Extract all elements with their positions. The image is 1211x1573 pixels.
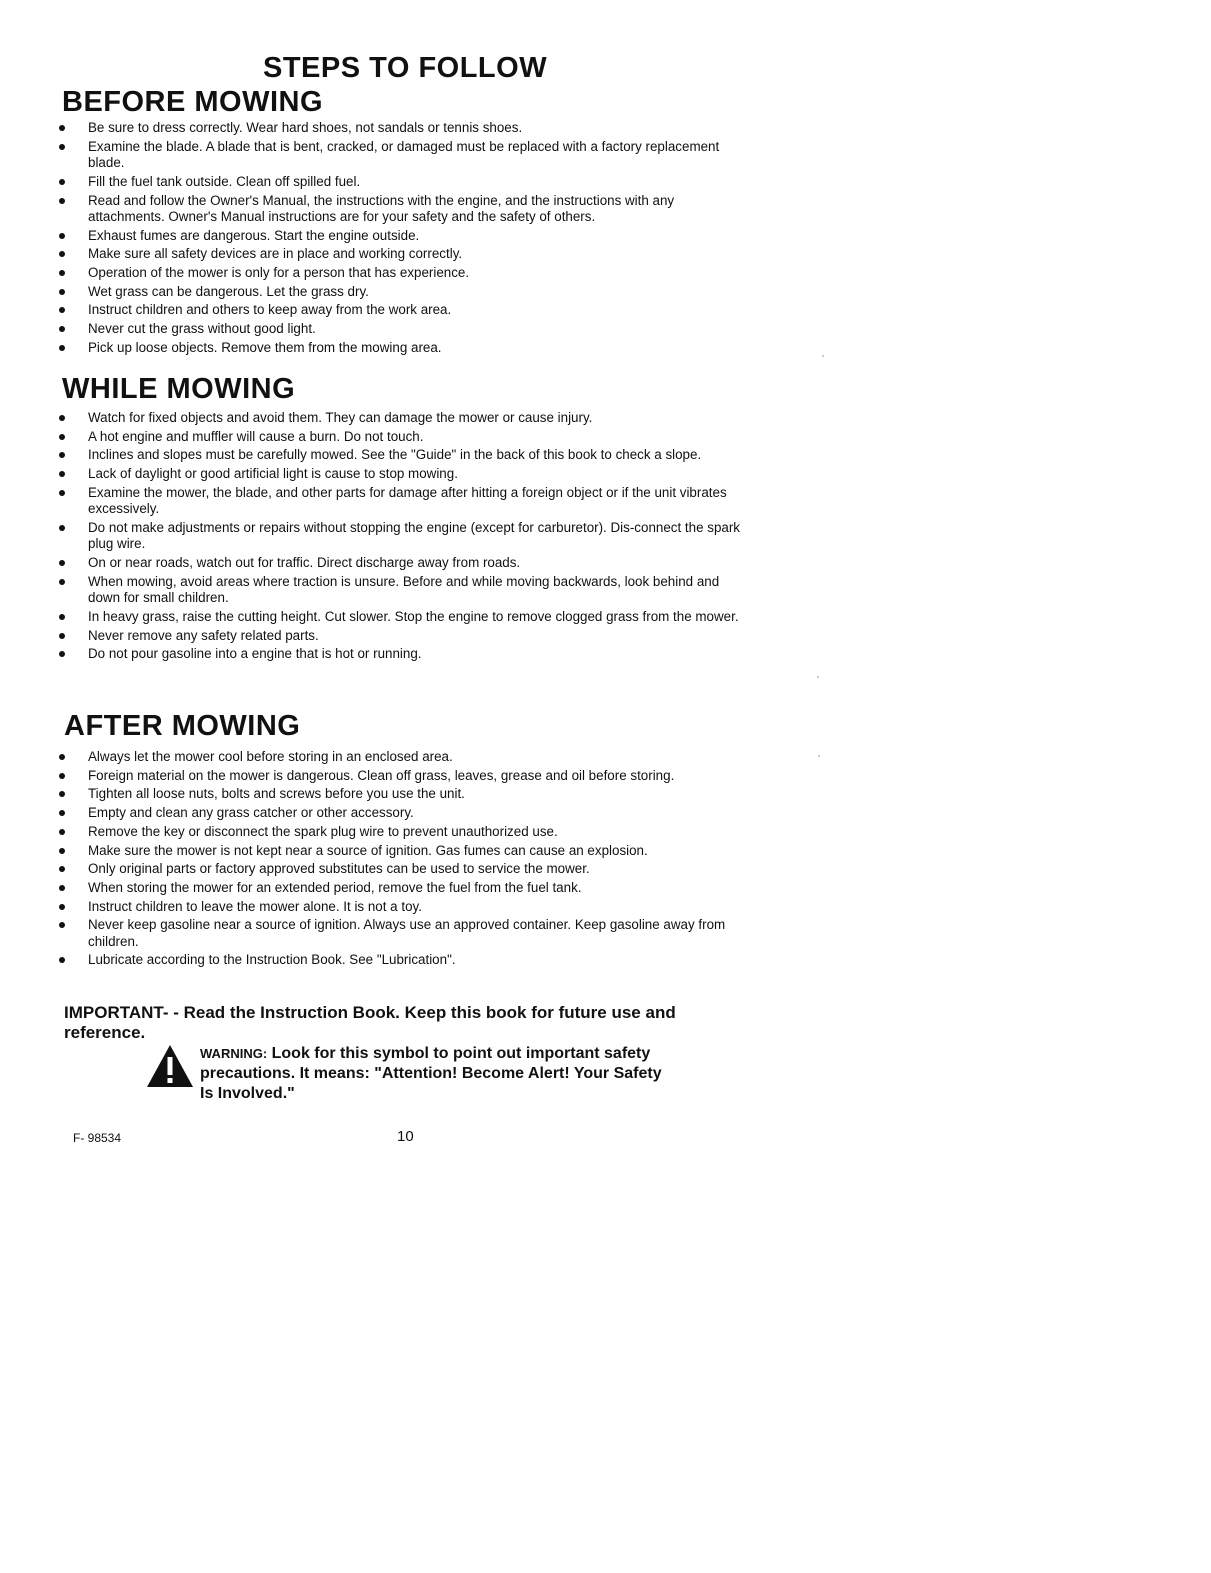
scan-speck [817, 676, 819, 678]
list-item: Read and follow the Owner's Manual, the instructions with the engine, and the instructions with any attachments. Owner's Manual instructions are for your safety and the safety of others. [58, 193, 743, 226]
list-item: Only original parts or factory approved substitutes can be used to service the mower. [58, 861, 743, 877]
list-item: Never cut the grass without good light. [58, 321, 743, 337]
list-item: Examine the mower, the blade, and other parts for damage after hitting a foreign object or if the unit vibrates excessively. [58, 485, 743, 518]
form-number: F- 98534 [73, 1131, 122, 1145]
warning-body: Look for this symbol to point out important safety precautions. It means: "Attention! Become Alert! Your Safety Is Involved." [200, 1045, 662, 1102]
section-heading-after-mowing: AFTER MOWING [64, 710, 301, 742]
list-item: Do not pour gasoline into a engine that is hot or running. [58, 646, 743, 662]
list-item: Make sure the mower is not kept near a source of ignition. Gas fumes can cause an explosion. [58, 843, 743, 859]
list-item: Make sure all safety devices are in place and working correctly. [58, 246, 743, 262]
list-item: When mowing, avoid areas where traction is unsure. Before and while moving backwards, look behind and down for small children. [58, 574, 743, 607]
list-item: Lack of daylight or good artificial light is cause to stop mowing. [58, 466, 743, 482]
list-item: Watch for fixed objects and avoid them. They can damage the mower or cause injury. [58, 410, 743, 426]
list-item: Inclines and slopes must be carefully mowed. See the "Guide" in the back of this book to check a slope. [58, 447, 743, 463]
list-item: Operation of the mower is only for a person that has experience. [58, 265, 743, 281]
list-item: Examine the blade. A blade that is bent, cracked, or damaged must be replaced with a factory replacement blade. [58, 139, 743, 172]
list-item: Fill the fuel tank outside. Clean off spilled fuel. [58, 174, 743, 190]
page-number: 10 [397, 1128, 414, 1145]
list-item: Never keep gasoline near a source of ignition. Always use an approved container. Keep gasoline away from children. [58, 917, 743, 950]
list-item: Instruct children and others to keep away from the work area. [58, 302, 743, 318]
section-heading-while-mowing: WHILE MOWING [62, 373, 296, 405]
list-item: A hot engine and muffler will cause a burn. Do not touch. [58, 429, 743, 445]
list-item: Instruct children to leave the mower alone. It is not a toy. [58, 899, 743, 915]
before-mowing-list [58, 120, 743, 359]
list-item: Remove the key or disconnect the spark plug wire to prevent unauthorized use. [58, 824, 743, 840]
list-item: Foreign material on the mower is dangerous. Clean off grass, leaves, grease and oil before storing. [58, 768, 743, 784]
list-item: Exhaust fumes are dangerous. Start the engine outside. [58, 228, 743, 244]
warning-triangle-icon [145, 1043, 195, 1089]
list-item: Lubricate according to the Instruction Book. See "Lubrication". [58, 952, 743, 968]
list-item: Pick up loose objects. Remove them from the mowing area. [58, 340, 743, 356]
warning-label: WARNING: [200, 1046, 268, 1061]
scan-speck [822, 355, 824, 357]
list-item: Tighten all loose nuts, bolts and screws before you use the unit. [58, 786, 743, 802]
list-item: Empty and clean any grass catcher or other accessory. [58, 805, 743, 821]
list-item: When storing the mower for an extended period, remove the fuel from the fuel tank. [58, 880, 743, 896]
list-item: Never remove any safety related parts. [58, 628, 743, 644]
list-item: Be sure to dress correctly. Wear hard shoes, not sandals or tennis shoes. [58, 120, 743, 136]
while-mowing-list [58, 410, 743, 665]
scan-speck [818, 755, 820, 757]
list-item: Do not make adjustments or repairs without stopping the engine (except for carburetor). Dis-connect the spark plug wire. [58, 520, 743, 553]
list-item: Wet grass can be dangerous. Let the grass dry. [58, 284, 743, 300]
important-note: IMPORTANT- - Read the Instruction Book. Keep this book for future use and reference. [64, 1003, 676, 1042]
page-title: STEPS TO FOLLOW [263, 52, 548, 84]
warning-statement [200, 1044, 670, 1104]
list-item: On or near roads, watch out for traffic. Direct discharge away from roads. [58, 555, 743, 571]
list-item: Always let the mower cool before storing in an enclosed area. [58, 749, 743, 765]
section-heading-before-mowing: BEFORE MOWING [62, 86, 324, 118]
list-item: In heavy grass, raise the cutting height. Cut slower. Stop the engine to remove clogged grass from the mower. [58, 609, 743, 625]
after-mowing-list [58, 749, 743, 971]
